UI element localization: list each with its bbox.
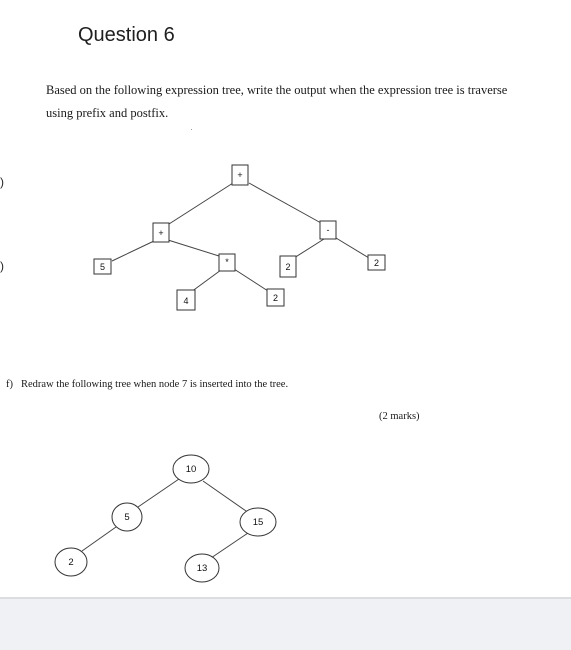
expr-node-2-lower-label: 2: [272, 293, 279, 303]
bst-node-10-label: 10: [185, 464, 197, 475]
expr-node-root: [232, 165, 248, 185]
edge-plus-5: [112, 241, 154, 261]
bst-node-5: [112, 503, 142, 531]
question-text-line1: Based on the following expression tree, write the output when the expression tree is traverse: [46, 83, 508, 97]
expr-node-2-lower: [267, 289, 284, 306]
expr-node-minus: [320, 221, 336, 239]
bst-node-10: [173, 455, 209, 483]
edge-root-right: [249, 183, 321, 223]
edge-plus-mult: [168, 240, 219, 256]
expr-node-2-middle-label: 2: [285, 262, 291, 272]
bst-edge-5-2: [82, 527, 116, 551]
bst-edge-10-5: [138, 479, 179, 507]
edge-mult-4: [191, 270, 221, 292]
bst-edges: [82, 479, 248, 558]
edge-root-left: [169, 183, 233, 224]
bst-node-2: [55, 548, 87, 576]
expr-node-5-label: 5: [99, 262, 106, 272]
question-title: Question 6: [78, 24, 175, 46]
edge-mult-2: [234, 269, 268, 291]
part-f-label: f): [6, 379, 13, 390]
left-edge-mark-2: ): [0, 259, 4, 273]
edge-minus-2b: [336, 238, 369, 258]
bst-edge-15-13: [211, 533, 248, 558]
expr-node-2-right: [368, 255, 385, 270]
bst-node-2-label: 2: [68, 557, 74, 568]
bst-edge-10-15: [203, 481, 246, 511]
expr-node-root-label: +: [237, 170, 243, 180]
bst-node-5-label: 5: [124, 512, 130, 523]
expr-node-2-right-label: 2: [373, 258, 380, 268]
left-edge-mark-1: ): [0, 175, 4, 189]
expr-node-plus: [153, 223, 169, 242]
bst-node-15-label: 15: [252, 517, 264, 528]
expr-node-2-middle: [280, 256, 296, 277]
part-f-marks: (2 marks): [379, 411, 420, 422]
expr-node-4-label: 4: [183, 296, 189, 306]
expr-node-mult: [219, 254, 235, 271]
question-text-line2: using prefix and postfix.: [46, 106, 169, 120]
expr-node-4: [177, 290, 195, 310]
expr-node-minus-label: -: [326, 225, 330, 235]
expr-node-plus-label: +: [158, 228, 164, 238]
expr-node-5: [94, 259, 111, 274]
bst-node-13: [185, 554, 219, 582]
bst-node-13-label: 13: [196, 563, 208, 574]
expr-node-mult-label: *: [225, 257, 229, 267]
part-f-text: Redraw the following tree when node 7 is inserted into the tree.: [21, 379, 289, 390]
bst-node-15: [240, 508, 276, 536]
edge-minus-2a: [294, 239, 324, 258]
